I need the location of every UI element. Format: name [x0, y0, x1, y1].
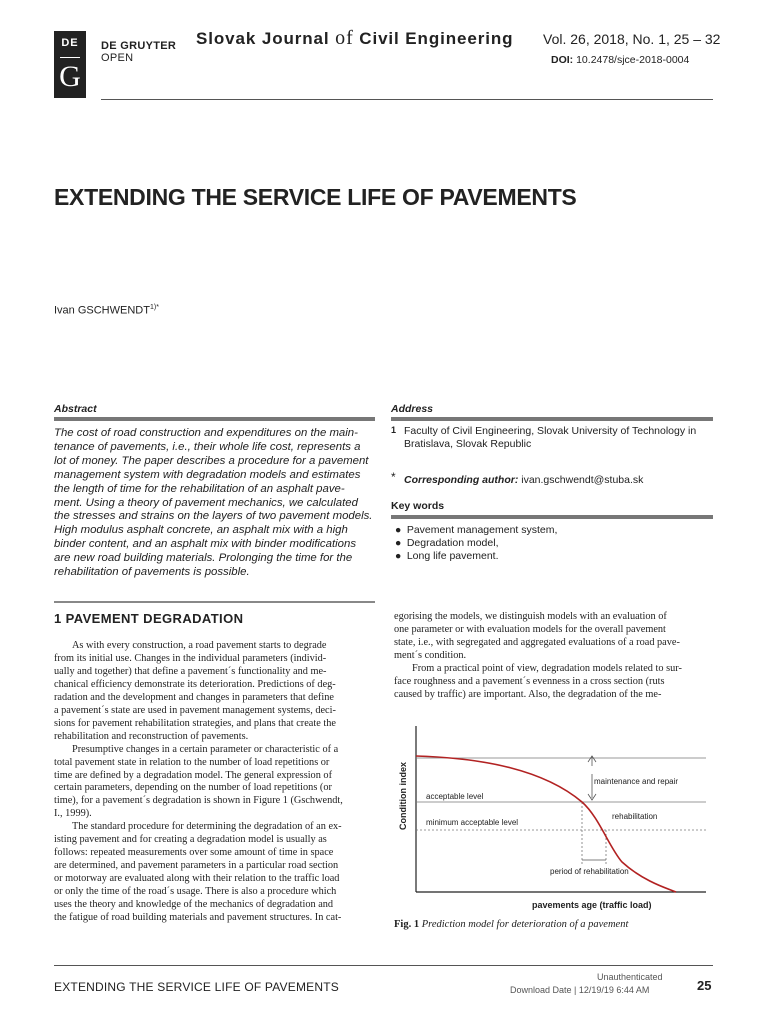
text-line: time are defined by a degradation model. The general expression of [54, 769, 333, 781]
figure-x-label: pavements age (traffic load) [532, 900, 652, 910]
text-line: The cost of road construction and expenditures on the main- [54, 427, 358, 439]
text-line: follows: repeated measurements over some amount of time in space [54, 847, 334, 859]
text-line: caused by traffic) are important. Also, the degradation of the me- [394, 688, 662, 700]
text-line: total pavement state in relation to the number of load repetitions or [54, 756, 330, 768]
text-line: one parameter or with evaluation models for the overall pavement [394, 623, 666, 635]
degradation-figure [394, 722, 712, 914]
publisher-name [101, 40, 176, 64]
text-line: radation and the development and changes in parameters that define [54, 691, 334, 703]
section-title: 1 PAVEMENT DEGRADATION [54, 611, 244, 626]
figure-label-acceptable: acceptable level [426, 792, 484, 801]
author-affiliation-mark: 1)* [149, 304, 159, 311]
keyword-3: Long life pavement. [406, 550, 499, 562]
corresponding-author [404, 474, 643, 486]
figure-label-min-acceptable: minimum acceptable level [426, 818, 519, 827]
footer-unauthenticated: Unauthenticated [597, 972, 663, 982]
author [54, 304, 159, 317]
text-line: the fatigue of road building materials and pavement structures. In cat- [54, 912, 342, 924]
figure-label-maintenance: maintenance and repair [594, 777, 679, 786]
text-line: High modulus asphalt concrete, an asphalt mix with a high [54, 524, 348, 537]
keywords-heading: Key words [391, 500, 445, 512]
text-line: binder content, and an asphalt mix with binder modifications [54, 538, 357, 551]
text-line: state, i.e., with segregated and aggregated evaluations of a road pave- [394, 636, 680, 648]
body-column-left [54, 640, 375, 925]
figure-caption-number: Fig. 1 [394, 919, 420, 930]
text-line: the length of time for the rehabilitation of an asphalt pave- [54, 482, 345, 495]
text-line: rehabilitation of pavements is possible. [54, 566, 250, 579]
logo-top-text: DE [61, 37, 79, 49]
figure-label-rehabilitation: rehabilitation [612, 812, 658, 821]
corresponding-email[interactable]: ivan.gschwendt@stuba.sk [521, 474, 644, 486]
text-line: As with every construction, a road pavement starts to degrade [72, 640, 327, 651]
article-title: EXTENDING THE SERVICE LIFE OF PAVEMENTS [54, 184, 577, 210]
text-line: face roughness and a pavement´s evenness in a cross section (ruts [394, 675, 665, 687]
keyword-item: ● Pavement management system, [395, 524, 558, 536]
text-line: ually and together) that define a pavement´s functionality and me- [54, 665, 327, 677]
address-rule [391, 417, 713, 421]
doi [551, 54, 689, 66]
page-number: 25 [697, 978, 712, 993]
footer-rule [54, 965, 713, 966]
text-line: egorising the models, we distinguish models with an evaluation of [394, 611, 667, 622]
header-rule [101, 99, 713, 100]
volume-info: Vol. 26, 2018, No. 1, 25 – 32 [543, 31, 721, 47]
corresponding-label: Corresponding author: [404, 474, 519, 486]
text-line: From a practical point of view, degradation models related to sur- [412, 662, 682, 674]
text-line: the stresses and strains on the layers of two pavement models. [54, 510, 373, 523]
journal-title-part1: Slovak Journal [196, 29, 330, 48]
footer-title: EXTENDING THE SERVICE LIFE OF PAVEMENTS [54, 980, 339, 994]
text-line: are new road building materials. Prolonging the time for the [54, 552, 353, 565]
author-name: Ivan GSCHWENDT [54, 304, 150, 317]
keyword-2: Degradation model, [406, 537, 499, 549]
journal-title [196, 27, 513, 50]
corresponding-star: * [391, 470, 396, 484]
section-rule [54, 601, 375, 603]
figure-caption-text: Prediction model for deterioration of a pavement [421, 919, 629, 930]
abstract-text [54, 427, 375, 580]
text-line: isting pavement and for creating a degradation model is usually as [54, 834, 327, 846]
logo-bottom-text: G [59, 60, 81, 93]
text-line: rehabilitation and reconstruction of pavements. [54, 730, 249, 742]
text-line: uses the theory and knowledge of the mechanics of degradation and [54, 899, 334, 911]
text-line: The standard procedure for determining the degradation of an ex- [72, 821, 342, 833]
address-number: 1 [391, 425, 397, 435]
text-line: or motorway are evaluated along with their relation to the traffic load [54, 873, 340, 885]
text-line: from its initial use. Changes in the individual parameters (individ- [54, 652, 327, 664]
figure-y-label: Condition index [398, 762, 408, 830]
doi-value[interactable]: 10.2478/sjce-2018-0004 [576, 54, 690, 66]
publisher-line1: DE GRUYTER [101, 40, 177, 52]
text-line: sions for pavement rehabilitation strategies, and plans that create the [54, 717, 336, 729]
figure-label-period: period of rehabilitation [550, 867, 629, 876]
text-line: are determined, and pavement parameters in a particular road section [54, 860, 339, 872]
text-line: I., 1999). [54, 808, 92, 820]
keyword-item: ● Long life pavement. [395, 550, 499, 562]
text-line: management system with degradation models and estimates [54, 468, 361, 481]
keywords-rule [391, 515, 713, 519]
address-line1: Faculty of Civil Engineering, Slovak University of Technology in [404, 425, 697, 437]
doi-label: DOI: [551, 54, 574, 66]
text-line: or only the time of the road´s usage. There is also a procedure which [54, 886, 337, 898]
keyword-item: ● Degradation model, [395, 537, 499, 549]
figure-caption [394, 919, 628, 930]
text-line: tenance of pavements, i.e., their whole life cost, represents a [54, 440, 361, 453]
text-line: time), for a pavement´s degradation is shown in Figure 1 (Gschwendt, [54, 795, 343, 807]
address-heading: Address [391, 403, 434, 415]
body-column-right [394, 611, 713, 702]
journal-title-of: of [335, 27, 354, 49]
abstract-rule [54, 417, 375, 421]
text-line: lot of money. The paper describes a procedure for a pavement [54, 454, 369, 467]
text-line: ment´s condition. [394, 649, 467, 661]
text-line: certain parameters, depending on the number of load repetitions (or [54, 782, 332, 794]
text-line: a pavement´s state are used in pavement management systems, deci- [54, 704, 336, 716]
keyword-1: Pavement management system, [406, 524, 558, 536]
text-line: chanical efficiency demonstrate its deterioration. Predictions of deg- [54, 678, 336, 690]
address-text [404, 425, 714, 451]
journal-title-part2: Civil Engineering [359, 29, 514, 48]
footer-download-date: Download Date | 12/19/19 6:44 AM [510, 985, 650, 995]
address-line2: Bratislava, Slovak Republic [404, 438, 532, 450]
text-line: ment. Using a theory of pavement mechanics, we calculated [54, 496, 358, 509]
text-line: Presumptive changes in a certain parameter or characteristic of a [72, 743, 339, 755]
publisher-line2: OPEN [101, 52, 134, 64]
publisher-logo [54, 31, 86, 98]
abstract-heading: Abstract [54, 403, 97, 415]
